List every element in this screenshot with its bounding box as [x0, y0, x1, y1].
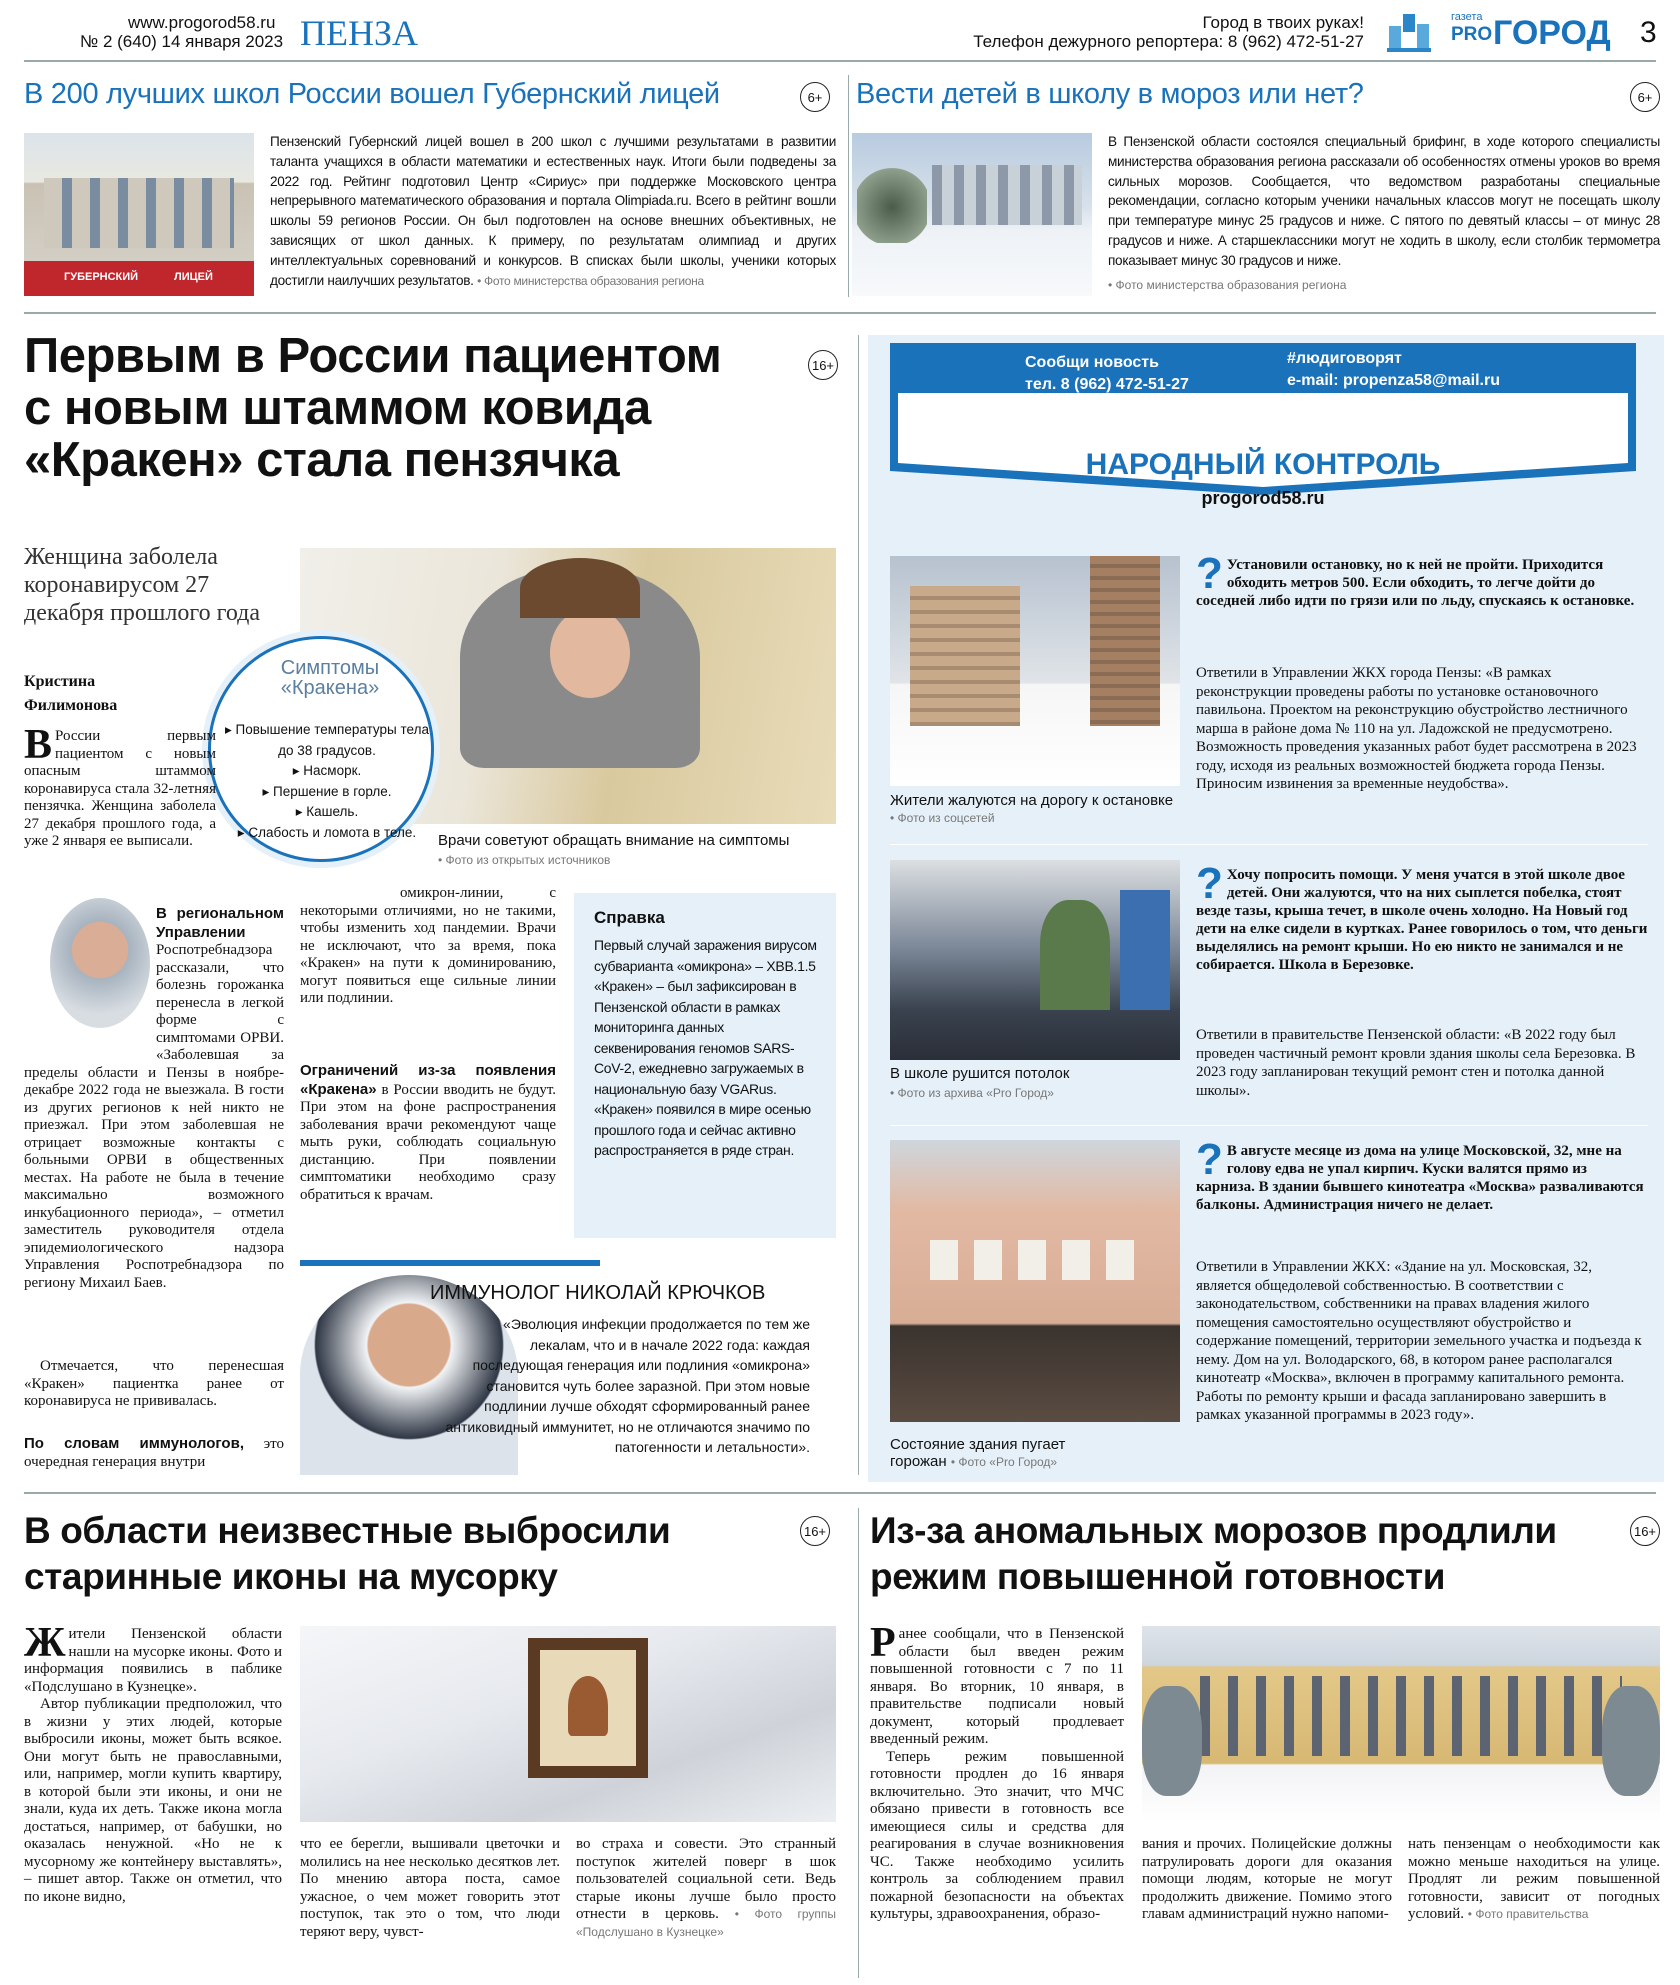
main-col1-p2: В региональном Управлении Роспотребнадзора рассказали, что болезнь горожанка перенесла в легкой форме с симптомами ОРВИ. «Заболевшая за пределы области и Пензы в ноябре-декабре 2022 года не выезжала. В гости из других регионов к ней никто не приезжал. При этом заболевшая не отрицает возможные контакты с больными ОРВИ в общественных местах. На работе не была в течение максимально возможного инкубационного периода», – отметил заместитель руководителя отдела эпидемиологического надзора Управления Роспотребнадзора по региону Михаил Баев. — [24, 905, 284, 1291]
main-subtitle: Женщина заболела коронавирусом 27 декабря прошлого года — [24, 544, 261, 626]
masthead-city: ПЕНЗА — [300, 13, 419, 53]
quote-author: ИММУНОЛОГ НИКОЛАЙ КРЮЧКОВ — [430, 1282, 766, 1304]
symptom-item: ▸ Першение в горле. — [222, 782, 432, 803]
control-1-caption: Жители жалуются на дорогу к остановке • Фото из соцсетей — [890, 792, 1174, 825]
top-left-age: 6+ — [800, 82, 830, 112]
control-2-question: ? Хочу попросить помощи. У меня учатся в этой школе двое детей. Они жалуются, что на них сыплется побелка, стоят везде тазы, крыша течет, в школе очень холодно. На Новый год дети на елке сидели в куртках. Ранее говорилось о том, что деньги выделялись на ремонт крыши. Но ею никто не занимался и не собирается. Школа в Березовке. — [1196, 859, 1648, 973]
logo-icon — [1385, 12, 1433, 56]
control-report: Сообщи новость тел. 8 (962) 472-51-27 — [1025, 354, 1189, 393]
moskva-building-photo — [890, 1140, 1180, 1422]
logo-small: газета — [1451, 11, 1483, 23]
control-2-caption: В школе рушится потолок — [890, 1065, 1070, 1082]
control-pay: Мы платим за новости — [1161, 397, 1365, 417]
icons-col1: Жители Пензенской области нашли на мусорке иконы. Фото и информация появились в паблике «Подслушано в Кузнецке». Автор публикации предположил, что в жизни у этих людей, которые выбросили иконы, может быть всякое. Они могут быть не православными, или, например, могли купить квартиру, в которой были эти иконы, и они не знали, куда их деть. Также икона могла достаться, например, от бабушки, но оказалась ненужной. «Но не к мусорному же контейнеру выставлять», – пишет автор. Также он отметил, что по иконе видно, — [24, 1620, 282, 1905]
symptom-item: ▸ Слабость и ломота в теле. — [222, 823, 432, 844]
main-col1-p1: В России первым пациентом с новым опасным штаммом коронавируса стала 32-летняя пензячка. Женщина заболела 27 декабря прошлого года, а уже 2 января ее выписали. — [24, 722, 216, 849]
reference-text: Первый случай заражения вирусом субварианта «омикрона» – XBB.1.5 «Кракен» – был зафиксирован в Пензенской области в рамках мониторинга данных секвенирования геномов SARS-CoV-2, ежедневно загружаемых в национальную базу VGARus. «Кракен» появился в мире осенью прошлого года и сейчас активно распространяется в ряде стран. — [594, 937, 817, 1158]
logo[interactable] — [1385, 10, 1625, 58]
symptom-item: ▸ Кашель. — [222, 802, 432, 823]
control-site[interactable]: progorod58.ru — [1201, 488, 1325, 508]
symptom-item: ▸ Повышение температуры тела до 38 градусов. — [222, 720, 432, 761]
top-right-title[interactable]: Вести детей в школу в мороз или нет? — [856, 78, 1364, 110]
quote-text: «Эволюция инфекции продолжается по тем же лекалам, что и в начале 2022 года: каждая последующая генерация или подлиния «омикрона» становится чуть более заразной. При этом новые подлинии лучше обходят сформированный ранее антиковидный иммунитет, но не отличаются значимо по патогенности и летальности». — [445, 1316, 810, 1455]
control-3-caption: Состояние здания пугает горожан • Фото «Pro Город» — [890, 1436, 1066, 1470]
control-3-answer: Ответили в Управлении ЖКХ: «Здание на ул. Московская, 32, является общедолевой собственностью. В соответствии с законодательством, собственники на правах владения жилого помещения самостоятельно осуществляют обустройство и содержание помещений, территории земельного участка и подъезда к нему. Дом на ул. Володарского, 68, в котором ранее располагался кинотеатр «Москва», включен в программу капитального ремонта. Работы по ремонту крыши и фасада запланировано завершить в рамках указанной программы в 2023 году». — [1196, 1259, 1642, 1423]
top-left-text: Пензенский Губернский лицей вошел в 200 школ с лучшими результатами в развитии таланта учащихся в области математики и естественных наук. Итоги были подведены за 2022 год. Рейтинг подготовил Центр «Сириус» при поддержке Московского центра непрерывного математического образования и портала Olimpiada.ru. Всего в рейтинг вошли школы 59 регионов России. Он был подготовлен на основе внешних объективных, не зависящих от школ данных. К примеру, по результатам олимпиад и других интеллектуальных соревнований и конкурсов. В списках были школы, ученики которых достигли наилучших результатов. • Фото министерства образования региона — [270, 134, 836, 288]
icons-age: 16+ — [800, 1516, 830, 1546]
top-right-credit: • Фото министерства образования региона — [1108, 278, 1347, 292]
main-author: Кристина Филимонова — [24, 673, 118, 714]
icons-col3: во страха и совести. Это странный поступок жителей поверг в шок пользователей социальной сети. Ведь старые иконы лучше было просто отнести в церковь. • Фото группы «Подслушано в Кузнецке» — [576, 1836, 837, 1939]
main-col2-p2: Ограничений из-за появления «Кракена» в России вводить не будут. При этом на фоне распространения заболевания врачи рекомендуют чаще мыть руки, соблюдать социальную дистанцию. При появлении симптоматики необходимо сразу обратиться к врачам. — [300, 1062, 556, 1203]
lyceum-sign-left: ГУБЕРНСКИЙ — [64, 271, 139, 283]
top-right-age: 6+ — [1630, 82, 1660, 112]
frost-title[interactable]: Из-за аномальных морозов продлили режим повышенной готовности — [870, 1510, 1557, 1597]
icons-title[interactable]: В области неизвестные выбросили старинные иконы на мусорку — [24, 1510, 671, 1597]
control-1-answer: Ответили в Управлении ЖКХ города Пензы: «В рамках реконструкции проведены работы по установке остановочного павильона. Проектом на реконструкцию обустройство лестничного марша в районе дома № 110 на ул. Ладожской не предусмотрено. Возможность проведения указанных работ будет рассмотрена в 2023 году, исходя из реальных возможностей бюджета города Пензы. Приносим извинения за временные неудобства». — [1196, 665, 1637, 792]
control-2-credit: • Фото из архива «Pro Город» — [890, 1086, 1054, 1100]
lyceum-photo — [24, 133, 254, 296]
woman-photo-credit: • Фото из открытых источников — [438, 853, 611, 867]
control-3-question: ? В августе месяце из дома на улице Московской, 32, мне на голову едва не упал кирпич. Куски валятся прямо из карниза. В здании бывшего кинотеатра «Москва» разваливаются балконы. Администрация ничего не делает. — [1196, 1135, 1644, 1213]
top-right-text: В Пензенской области состоялся специальный брифинг, в ходе которого специалисты министерства образования региона рассказали об особенностях отмены уроков во время сильных морозов. Сообщается, что ведомством разработаны специальные рекомендации, согласно которым ученики начальных классов могут не посещать школу при температуре минус 25 градусов и ниже. С пятого по девятый классы – от минус 28 градусов и ниже. А старшеклассники могут не ходить в школу, если столбик термометра показывает минус 30 градусов и ниже. — [1108, 134, 1660, 268]
symptoms-title: Симптомы «Кракена» — [280, 657, 380, 699]
woman-photo-caption: Врачи советуют обращать внимание на симптомы — [438, 832, 790, 849]
masthead-slogan: Город в твоих руках! — [1202, 13, 1364, 32]
frost-col1: Ранее сообщали, что в Пензенской области был введен режим повышенной готовности с 7 по 11 января. Во вторник, 10 января, в правительстве подписали новый документ, который продлевает введенный режим. Теперь режим повышенной готовности продлен до 16 января включительно. Это значит, что МЧС обязано привести в готовность все имеющиеся силы и средства для реагирования в случае возникновения ЧС. Также необходимо усилить контроль за соблюдением правил пожарной безопасности на объектах культуры, здравоохранения, образо- — [870, 1620, 1124, 1922]
control-2-answer: Ответили в правительстве Пензенской области: «В 2022 году был проведен частичный ремонт кровли здания школы села Березовка. В 2023 году запланирован текущий ремонт стен и потолка данной школы». — [1196, 1027, 1636, 1099]
government-building-photo — [1142, 1626, 1660, 1822]
symptoms-list — [222, 720, 432, 843]
logo-big: ГОРОД — [1493, 14, 1611, 52]
control-contacts[interactable]: #людиговорят e-mail: propenza58@mail.ru — [1287, 350, 1500, 389]
icons-col2: что ее берегли, вышивали цветочки и молились на нее несколько десятков лет. По мнению автора поста, самое ужасное, о чем может говорить этот поступок, так это о том, что люди теряют веру, чувст- — [300, 1836, 560, 1940]
school-ceiling-photo — [890, 860, 1180, 1060]
frost-age: 16+ — [1630, 1516, 1660, 1546]
symptom-item: ▸ Насморк. — [222, 761, 432, 782]
main-age: 16+ — [808, 350, 838, 380]
bus-stop-photo — [890, 556, 1180, 786]
control-title: НАРОДНЫЙ КОНТРОЛЬ — [1085, 448, 1441, 481]
main-col1-p4: По словам иммунологов, это очередная генерация внутри — [24, 1435, 284, 1470]
control-1-question: ? Установили остановку, но к ней не пройти. Приходится обходить метров 500. Если обходить, то легче дойти до соседней либо идти по грязи или по льду, спускаясь к остановке. — [1196, 549, 1635, 609]
main-title[interactable]: Первым в России пациентом с новым штаммом ковида «Кракен» стала пензячка — [24, 329, 722, 487]
masthead-phone: Телефон дежурного репортера: 8 (962) 472-51-27 — [973, 32, 1364, 51]
main-col2-p1: омикрон-линии, с некоторыми отличиями, но не такими, чтобы изменить ход пандемии. Врачи не исключают, что за время, пока «Кракен» на пути к доминированию, могут появиться еще сильные линии или подлинии. — [300, 885, 556, 1006]
school-frost-photo — [852, 133, 1092, 296]
frost-col3: нать пензенцам о необходимости как можно меньше находиться на улице. Продлят ли режим повышенной готовности, зависит от погодных условий. • Фото правительства — [1408, 1836, 1660, 1922]
masthead-issue: № 2 (640) 14 января 2023 — [80, 32, 284, 51]
page-number: 3 — [1640, 16, 1657, 49]
reference-title: Справка — [594, 908, 665, 927]
frost-col2: вания и прочих. Полицейские должны патрулировать дороги для оказания помощи людям, которые не могут продолжить движение. Помимо этого главам администраций нужно напоми- — [1142, 1836, 1392, 1922]
logo-pro: PRO — [1451, 24, 1493, 45]
main-col1-p3: Отмечается, что перенесшая «Кракен» пациентка ранее от коронавируса не прививалась. — [24, 1358, 284, 1409]
top-left-title[interactable]: В 200 лучших школ России вошел Губернский лицей — [24, 78, 720, 110]
lyceum-sign-right: ЛИЦЕЙ — [174, 271, 213, 283]
icons-photo — [300, 1626, 836, 1822]
masthead-site[interactable]: www.progorod58.ru — [128, 13, 276, 32]
